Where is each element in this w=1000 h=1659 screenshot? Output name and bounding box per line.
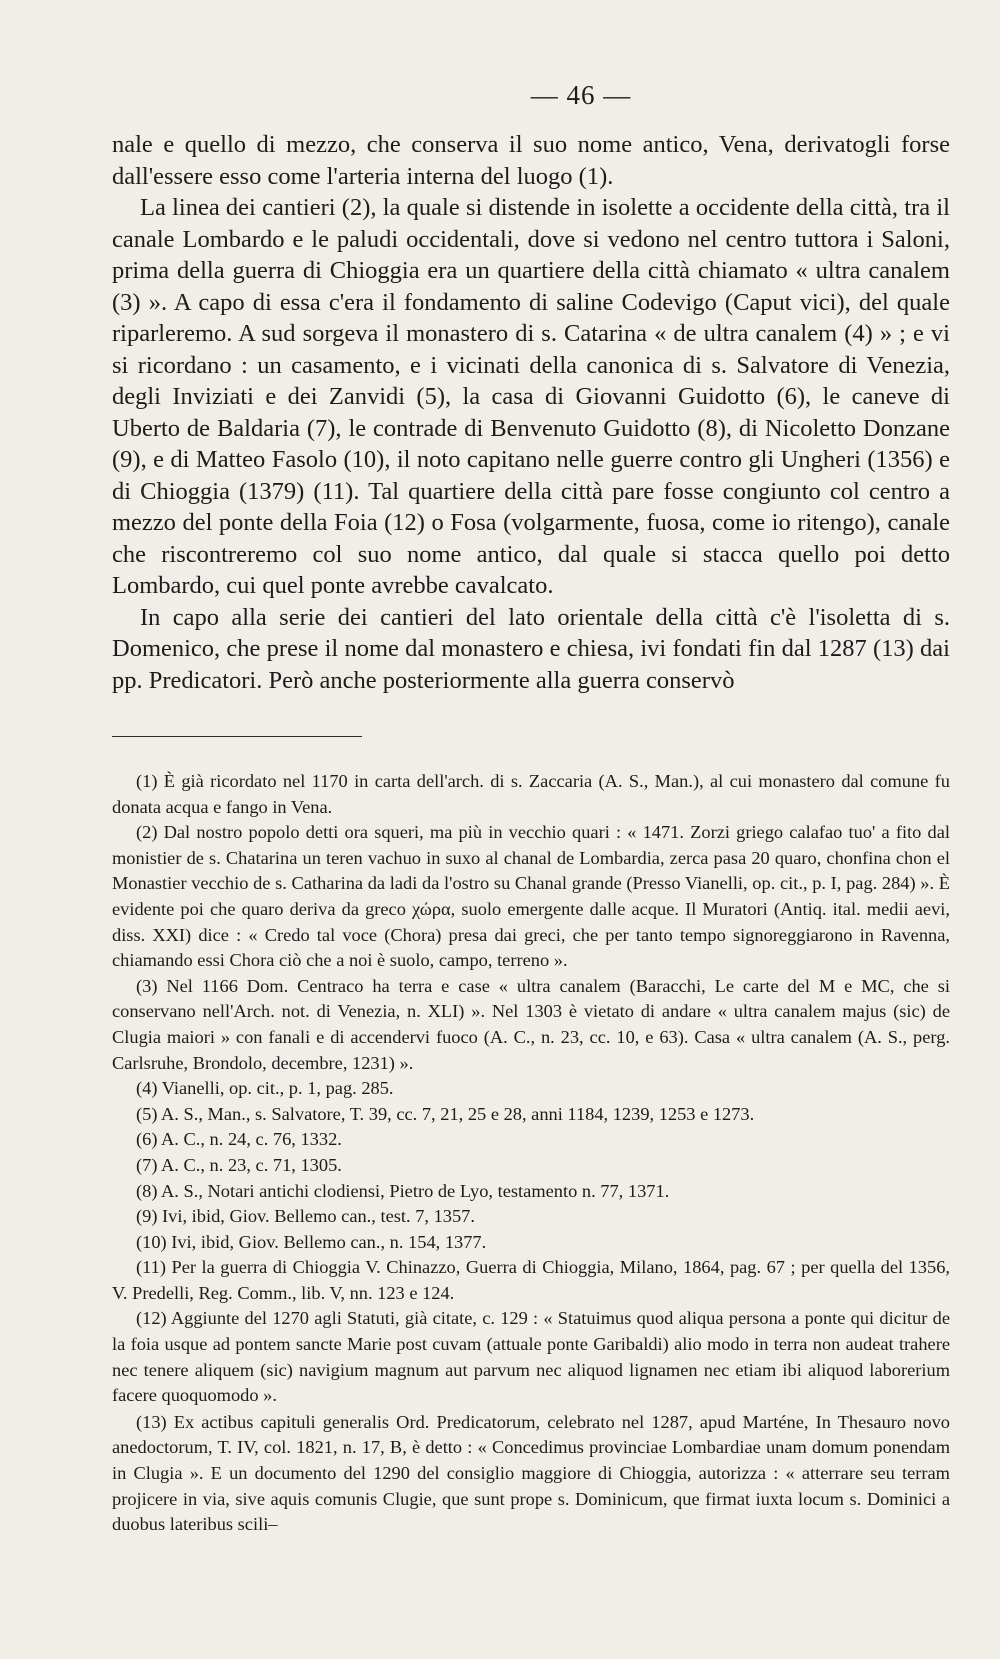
paragraph-1: nale e quello di mezzo, che conserva il suo nome antico, Vena, derivatogli forse dall'essere esso come l'arteria interna del luogo (1).: [112, 131, 950, 190]
footnote-10: (10) Ivi, ibid, Giov. Bellemo can., n. 154, 1377.: [136, 1231, 487, 1252]
footnote-13: (13) Ex actibus capituli generalis Ord. Predicatorum, celebrato nel 1287, apud Marténe, In Thesauro novo anedoctorum, T. IV, col. 1821, n. 17, B, è detto : « Concedimus provinciae Lombardiae unam domum ponendam in Clugia ». E un documento del 1290 del consiglio maggiore di Chioggia, autorizza : « atterrare seu terram projicere in via, sive aquis comunis Clugie, que sunt prope s. Dominicum, que firmat iuxta locum s. Dominici a duobus lateribus scili–: [112, 1411, 950, 1535]
footnote-9: (9) Ivi, ibid, Giov. Bellemo can., test. 7, 1357.: [136, 1206, 475, 1227]
footnote-8: (8) A. S., Notari antichi clodiensi, Pietro de Lyo, testamento n. 77, 1371.: [136, 1180, 670, 1201]
footnote-2: (2) Dal nostro popolo detti ora squeri, ma più in vecchio quari : « 1471. Zorzi griego calafao tuo' a fito dal monistier de s. Chatarina un teren vachuo in suxo al chanal de Lombardia, zerca pasa 20 quaro, chonfina chon el Monastier vecchio de s. Catharina da ladi da l'ostro su Chanal grande (Presso Vianelli, op. cit., p. I, pag. 284) ». È evidente poi che quaro deriva da greco χώρα, suolo emergente dalle acque. Il Muratori (Antiq. ital. medii aevi, diss. XXI) dice : « Credo tal voce (Chora) presa dai greci, che per tanto tempo signoreggiarono in Ravenna, chiamando essi Chora ciò che a noi è suolo, campo, terreno ».: [112, 822, 950, 971]
footnote-11: (11) Per la guerra di Chioggia V. Chinazzo, Guerra di Chioggia, Milano, 1864, pag. 67 ; per quella del 1356, V. Predelli, Reg. Comm., lib. V, nn. 123 e 124.: [112, 1257, 950, 1303]
main-text: [112, 129, 950, 696]
page-number: — 46 —: [530, 80, 632, 110]
footnote-separator: [112, 736, 362, 737]
footnote-7: (7) A. C., n. 23, c. 71, 1305.: [136, 1154, 342, 1175]
footnote-4: (4) Vianelli, op. cit., p. 1, pag. 285.: [136, 1078, 394, 1099]
footnote-3: (3) Nel 1166 Dom. Centraco ha terra e case « ultra canalem (Baracchi, Le carte del M e MC, che si conservano nell'Arch. not. di Venezia, n. XLI) ». Nel 1303 è vietato di andare « ultra canalem majus (sic) de Clugia maiori » con fanali e di accendervi fuoco (A. C., n. 23, cc. 10, e 63). Casa « ultra canalem (A. S., perg. Carlsruhe, Brondolo, decembre, 1231) ».: [112, 975, 950, 1073]
footnote-5: (5) A. S., Man., s. Salvatore, T. 39, cc. 7, 21, 25 e 28, anni 1184, 1239, 1253 e 1273.: [136, 1103, 755, 1124]
paragraph-3: In capo alla serie dei cantieri del lato orientale della città c'è l'isoletta di s. Domenico, che prese il nome dal monastero e chiesa, ivi fondati fin dal 1287 (13) dai pp. Predicatori. Però anche posteriormente alla guerra conservò: [112, 603, 950, 694]
footnote-6: (6) A. C., n. 24, c. 76, 1332.: [136, 1129, 342, 1150]
footnotes: [112, 769, 950, 1538]
footnote-12: (12) Aggiunte del 1270 agli Statuti, già citate, c. 129 : « Statuimus quod aliqua persona a ponte qui dicitur de la foia usque ad pontem sancte Marie post cuvam (attuale ponte Garibaldi) alio modo in terra non audeat trahere nec tenere aliquem (sic) navigium magnum aut parvum nec aliquod lignamen nec etiam ibi aliquod laborerium facere quoquomodo ».: [112, 1308, 950, 1406]
footnote-1: (1) È già ricordato nel 1170 in carta dell'arch. di s. Zaccaria (A. S., Man.), al cui monastero dal comune fu donata acqua e fango in Vena.: [112, 771, 950, 817]
paragraph-2: La linea dei cantieri (2), la quale si distende in isolette a occidente della città, tra il canale Lombardo e le paludi occidentali, dove si vedono nel centro tuttora i Saloni, prima della guerra di Chioggia era un quartiere della città chiamato « ultra canalem (3) ». A capo di essa c'era il fondamento di saline Codevigo (Caput vici), del quale riparleremo. A sud sorgeva il monastero di s. Catarina « de ultra canalem (4) » ; e vi si ricordano : un casamento, e i vicinati della canonica di s. Salvatore di Venezia, degli Inviziati e dei Zanvidi (5), la casa di Giovanni Guidotto (6), le caneve di Uberto de Baldaria (7), le contrade di Benvenuto Guidotto (8), di Nicoletto Donzane (9), e di Matteo Fasolo (10), il noto capitano nelle guerre contro gli Ungheri (1356) e di Chioggia (1379) (11). Tal quartiere della città pare fosse congiunto col centro a mezzo del ponte della Foia (12) o Fosa (volgarmente, fuosa, come io ritengo), canale che riscontreremo col suo nome antico, dal quale si stacca quello poi detto Lombardo, cui quel ponte avrebbe cavalcato.: [112, 194, 950, 599]
